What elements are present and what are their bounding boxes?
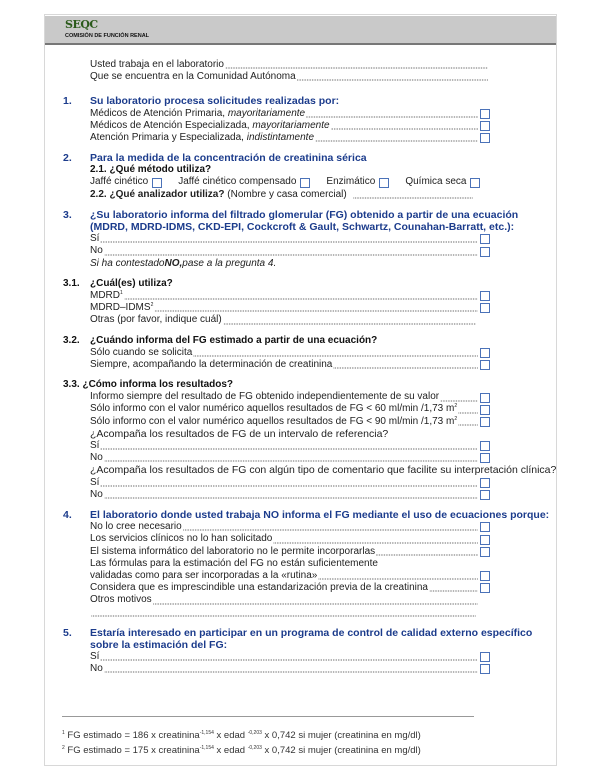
question-5: 5. Estaría interesado en participar en un programa de control de calidad externo específico sobre la estimación del FG: Sí No xyxy=(63,626,533,675)
method-options: Jaffé cinético Jaffé cinético compensado Enzimático Química seca xyxy=(90,177,490,189)
option[interactable]: Los servicios clínicos no lo han solicitado xyxy=(90,533,490,545)
checkbox[interactable] xyxy=(480,133,490,143)
question-2: 2. Para la medida de la concentración de creatinina sérica 2.1. ¿Qué método utiliza? Jaffé cinético Jaffé cinético compensado Enzimático Química seca 2.2. ¿Qué analizador utiliza? (Nombre y casa comercial) xyxy=(90,152,490,201)
option-yes[interactable]: Sí xyxy=(90,233,490,245)
option-yes[interactable]: Sí xyxy=(90,440,490,452)
checkbox[interactable] xyxy=(480,247,490,257)
checkbox[interactable] xyxy=(480,121,490,131)
comment-question: ¿Acompaña los resultados de FG con algún tipo de comentario que facilite su interpretación clínica? xyxy=(90,464,557,477)
reference-question: ¿Acompaña los resultados de FG de un intervalo de referencia? xyxy=(90,427,389,440)
analyzer-field[interactable]: 2.2. ¿Qué analizador utiliza? (Nombre y casa comercial) xyxy=(90,189,490,201)
option-no[interactable]: No xyxy=(90,489,490,501)
option[interactable]: Sólo informo con el valor numérico aquellos resultados de FG < 60 ml/min /1,73 $m^2$ xyxy=(90,404,490,416)
question-title: ¿Cuál(es) utiliza? xyxy=(90,277,173,289)
question-title: ¿Cuándo informa del FG estimado a partir de una ecuación? xyxy=(90,334,378,346)
checkbox-dry-chemistry[interactable] xyxy=(470,178,480,188)
checkbox[interactable] xyxy=(480,291,490,301)
question-4: 4. El laboratorio donde usted trabaja NO informa el FG mediante el uso de ecuaciones porque: No lo cree necesario Los servicios clínicos no lo han solicitado El sistema informático del laboratorio no le permite incorporarlas Las fórmulas para la estimación del FG no están suficientemente validadas como para ser incorporadas a la «rutina» Considera que es imprescindible una estandarización previa de la creatinina Otros motivos xyxy=(90,509,490,619)
option[interactable]: Informo siempre del resultado de FG obtenido independientemente de su valor xyxy=(90,391,490,403)
other-reasons-line[interactable] xyxy=(90,607,490,619)
option[interactable]: Médicos de Atención Especializada, mayoritariamente xyxy=(90,120,490,132)
checkbox[interactable] xyxy=(480,234,490,244)
header xyxy=(45,16,556,45)
seqc-logo: SEQC xyxy=(65,18,98,31)
question-3-3 xyxy=(63,379,557,501)
checkbox[interactable] xyxy=(480,109,490,119)
checkbox[interactable] xyxy=(480,303,490,313)
checkbox[interactable] xyxy=(480,583,490,593)
footnote-2: $^2$ FG estimado = 175 x creatinina$^{-1,154}$ x edad $^{-0,203}$ x 0,742 si mujer (creatinina en mg/dl) xyxy=(62,745,421,756)
option-yes[interactable]: Sí xyxy=(90,651,490,663)
checkbox[interactable] xyxy=(480,490,490,500)
checkbox-jaffe-compensated[interactable] xyxy=(300,178,310,188)
checkbox[interactable] xyxy=(480,360,490,370)
option-no[interactable]: No xyxy=(90,663,490,675)
question-3-2: 3.2. ¿Cuándo informa del FG estimado a partir de una ecuación? Sólo cuando se solicita Siempre, acompañando la determinación de creatinina xyxy=(90,335,490,372)
checkbox[interactable] xyxy=(480,522,490,532)
question-title: Su laboratorio procesa solicitudes realizadas por: xyxy=(90,95,340,108)
other-field[interactable]: Otras (por favor, indique cuál) xyxy=(90,314,490,326)
checkbox[interactable] xyxy=(480,348,490,358)
option[interactable]: No lo cree necesario xyxy=(90,521,490,533)
checkbox[interactable] xyxy=(480,441,490,451)
option-no[interactable]: No xyxy=(90,245,490,257)
option[interactable]: Sólo informo con el valor numérico aquellos resultados de FG < 90 ml/min /1,73 $m^2$ xyxy=(90,416,490,428)
option[interactable]: Considera que es imprescindible una estandarización previa de la creatinina xyxy=(90,582,490,594)
question-3-1: 3.1. ¿Cuál(es) utiliza? MDRD$^1$ MDRD–IDMS$^2$ Otras (por favor, indique cuál) xyxy=(90,278,490,327)
checkbox[interactable] xyxy=(480,453,490,463)
commission-title: COMISIÓN DE FUNCIÓN RENAL xyxy=(65,33,150,39)
option[interactable]: El sistema informático del laboratorio no le permite incorporarlas xyxy=(90,546,490,558)
checkbox[interactable] xyxy=(480,535,490,545)
option[interactable]: Siempre, acompañando la determinación de creatinina xyxy=(90,359,490,371)
checkbox[interactable] xyxy=(480,652,490,662)
question-3: 3. ¿Su laboratorio informa del filtrado glomerular (FG) obtenido a partir de una ecuación (MDRD, MDRD-IDMS, CKD-EPI, Cockcroft & Gault, Schwartz, Counahan-Barratt, etc.): Sí No Si ha contestado NO, pase a la pregunta 4. xyxy=(63,208,519,269)
question-1: 1. Su laboratorio procesa solicitudes realizadas por: Médicos de Atención Primaria, mayoritariamente Médicos de Atención Especializada, mayoritariamente Atención Primaria y Especializada, indistintamente xyxy=(90,95,490,144)
question-title: Para la medida de la concentración de creatinina sérica xyxy=(90,152,367,165)
question-title: 3.3. ¿Cómo informa los resultados? xyxy=(63,379,234,391)
question-2-1: 2.1. ¿Qué método utiliza? xyxy=(90,164,212,176)
checkbox[interactable] xyxy=(480,547,490,557)
option[interactable]: Sólo cuando se solicita xyxy=(90,347,490,359)
question-title: El laboratorio donde usted trabaja NO informa el FG mediante el uso de ecuaciones porque: xyxy=(90,508,550,521)
option[interactable]: validadas como para ser incorporadas a la «rutina» xyxy=(90,570,490,582)
questionnaire xyxy=(63,58,557,675)
option-mdrd-idms[interactable]: MDRD–IDMS$^2$ xyxy=(90,302,490,314)
option-no[interactable]: No xyxy=(90,452,490,464)
checkbox[interactable] xyxy=(480,393,490,403)
region-field[interactable]: Que se encuentra en la Comunidad Autónoma xyxy=(90,71,490,83)
footnote-1: $^1$ FG estimado = 186 x creatinina$^{-1,154}$ x edad $^{-0,203}$ x 0,742 si mujer (creatinina en mg/dl) xyxy=(62,730,421,741)
checkbox[interactable] xyxy=(480,571,490,581)
skip-note: Si ha contestado NO, pase a la pregunta 4. xyxy=(90,257,277,269)
option[interactable]: Atención Primaria y Especializada, indistintamente xyxy=(90,132,490,144)
checkbox[interactable] xyxy=(480,405,490,415)
option-mdrd[interactable]: MDRD$^1$ xyxy=(90,290,490,302)
checkbox[interactable] xyxy=(480,478,490,488)
option[interactable]: Médicos de Atención Primaria, mayoritariamente xyxy=(90,108,490,120)
checkbox-enzymatic[interactable] xyxy=(379,178,389,188)
checkbox[interactable] xyxy=(480,417,490,427)
question-title: Estaría interesado en participar en un programa de control de calidad externo específico xyxy=(90,626,533,639)
footnote-divider xyxy=(62,716,474,717)
other-reasons-field[interactable]: Otros motivos xyxy=(90,594,490,606)
question-title: ¿Su laboratorio informa del filtrado glomerular (FG) obtenido a partir de una ecuación xyxy=(90,208,519,221)
option-yes[interactable]: Sí xyxy=(90,477,490,489)
lab-field[interactable]: Usted trabaja en el laboratorio xyxy=(90,59,490,71)
checkbox[interactable] xyxy=(480,664,490,674)
checkbox-jaffe[interactable] xyxy=(152,178,162,188)
option-text: Las fórmulas para la estimación del FG no están suficientemente xyxy=(90,557,378,569)
